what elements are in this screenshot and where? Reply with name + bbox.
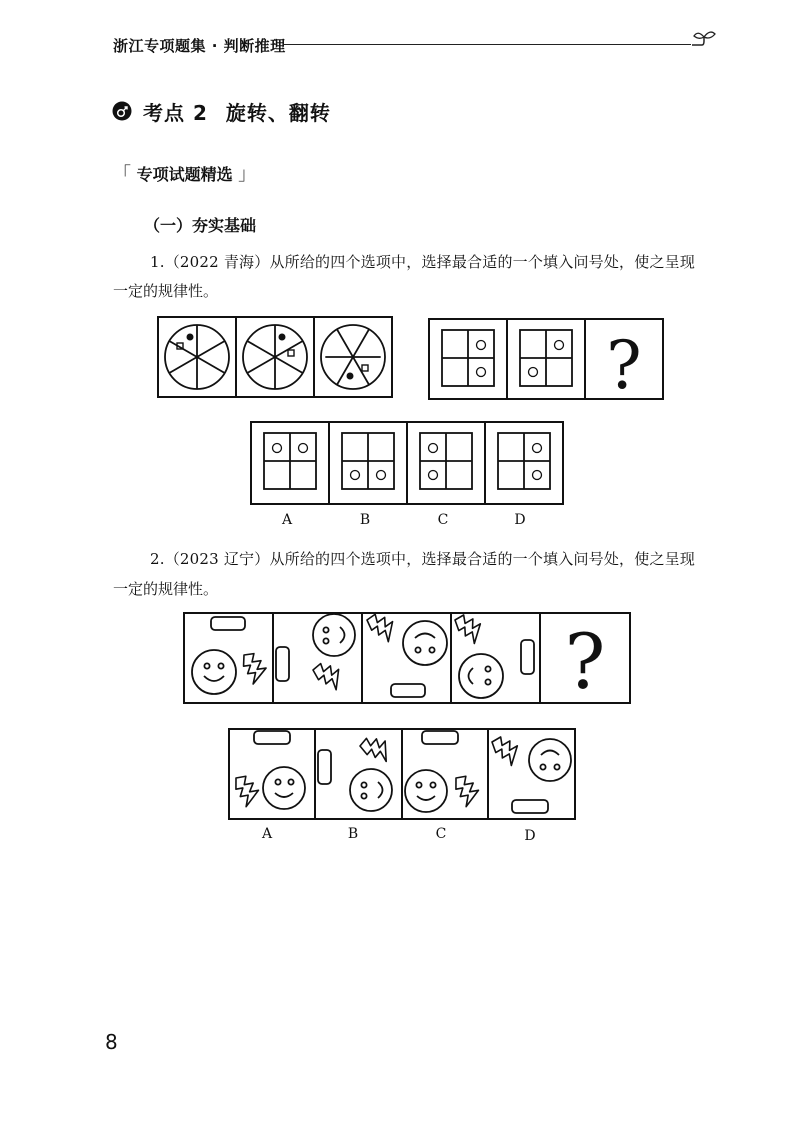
grid-figure-2	[520, 330, 572, 386]
option-a-figure	[264, 433, 316, 489]
stem-2-figure-4	[453, 612, 534, 698]
section-title	[143, 97, 331, 126]
option-2b-figure	[318, 731, 396, 811]
option-a-label[interactable]: A	[281, 512, 293, 528]
stem-2-figure-2	[276, 614, 355, 694]
section-number: 2	[193, 101, 208, 125]
question-2-text-line2: 一定的规律性。	[113, 580, 219, 598]
pie-figure-2	[243, 325, 307, 389]
pie-figure-1	[165, 325, 229, 389]
question-1-stem-right	[428, 318, 664, 400]
question-2-options	[228, 728, 576, 820]
section-label: 考点	[143, 101, 185, 125]
question-2-text-line1: 2.（2023 辽宁）从所给的四个选项中，选择最合适的一个填入问号处，使之呈现	[150, 550, 696, 568]
sub-heading-text: 专项试题精选	[136, 165, 233, 184]
option-2d-figure	[490, 732, 571, 813]
question-1-options	[250, 421, 564, 505]
option-2d-label[interactable]: D	[524, 828, 536, 844]
group-heading: （一）夯实基础	[144, 216, 257, 235]
bracket-close: 」	[238, 164, 257, 185]
running-header: 浙江专项题集 · 判断推理	[113, 37, 286, 55]
pie-figure-3	[321, 325, 385, 389]
question-mark: ?	[606, 327, 642, 400]
option-b-label[interactable]: B	[359, 512, 371, 528]
question-2-mark: ?	[564, 617, 606, 704]
question-1-text-line2: 一定的规律性。	[113, 282, 219, 300]
stem-2-figure-1	[192, 617, 268, 694]
page-number: 8	[105, 1030, 118, 1054]
option-2c-figure	[405, 731, 481, 812]
question-1-text-line1: 1.（2022 青海）从所给的四个选项中，选择最合适的一个填入问号处，使之呈现	[150, 253, 696, 271]
option-c-label[interactable]: C	[437, 512, 449, 528]
question-2-stem	[183, 612, 631, 704]
question-2-option-labels	[228, 822, 576, 846]
stem-2-figure-3	[365, 612, 447, 697]
question-1-stem-left	[157, 316, 393, 398]
bracket-open: 「	[113, 164, 131, 185]
sub-heading	[113, 160, 256, 186]
question-1-option-labels	[250, 506, 564, 530]
grid-figure-1	[442, 330, 494, 386]
section-badge-icon	[112, 101, 132, 121]
option-b-figure	[342, 433, 394, 489]
header-rule	[283, 44, 691, 45]
section-topic: 旋转、翻转	[225, 101, 331, 125]
option-2a-figure	[234, 731, 305, 809]
option-d-label[interactable]: D	[514, 512, 526, 528]
option-c-figure	[420, 433, 472, 489]
option-2a-label[interactable]: A	[261, 826, 273, 842]
sprout-icon	[688, 28, 718, 54]
option-2c-label[interactable]: C	[435, 826, 447, 842]
option-2b-label[interactable]: B	[347, 826, 359, 842]
option-d-figure	[498, 433, 550, 489]
